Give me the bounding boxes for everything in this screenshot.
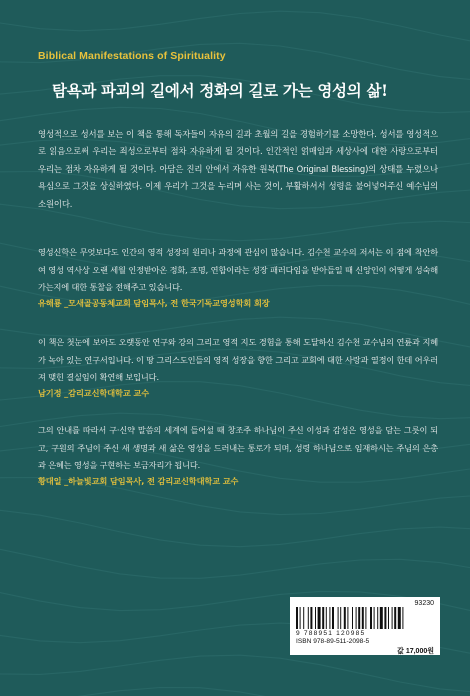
endorsement-text: 이 책은 첫눈에 보아도 오랫동안 연구와 강의 그리고 영적 지도 경험을 통해 도달하신 김수천 교수님의 연륜과 지혜가 녹아 있는 연구서입니다. 이 땅 그리스도인들의 영적 성장을 향한 그리고 교회에 대한 사랑과 열정이 한데 어우러져 맺힌 결실임이 확연해 보입니다. — [38, 337, 438, 383]
isbn-barcode-panel — [290, 597, 440, 655]
endorsement-text: 영성신학은 무엇보다도 인간의 영적 성장의 원리나 과정에 관심이 많습니다. 김수천 교수의 저서는 이 점에 착안하여 영성 역사상 오랜 세월 인정받아온 정화, 조명, 연합이라는 성장 패러다임을 받아들일 때 신앙인이 어떻게 성숙해가는지에 대한 통찰을 전해주고 있습니다. — [38, 247, 438, 293]
endorsement-author: 황대일 _하늘빛교회 담임목사, 전 감리교신학대학교 교수 — [38, 475, 239, 486]
endorsement-author: 유해룡 _모새골공동체교회 담임목사, 전 한국기독교영성학회 회장 — [38, 297, 270, 308]
isbn-number: ISBN 978-89-511-2098-5 — [296, 638, 370, 645]
barcode-addon-number: 93230 — [414, 600, 434, 607]
barcode-digits: 9 788951 120985 — [296, 630, 366, 637]
endorsement-3 — [38, 422, 438, 487]
endorsement-text: 그의 안내를 따라서 구·신약 말씀의 세계에 들어설 때 창조주 하나님이 주신 이성과 감성은 영성을 담는 그릇이 되고, 구원의 주님이 주신 새 생명과 새 삶은 영성을 드러내는 통로가 되며, 성령 하나님으로 임재하시는 주님의 은총과 은혜는 영성을 구현하는 보금자리가 됩니다. — [38, 425, 438, 471]
price-label: 값 17,000원 — [397, 648, 434, 655]
series-subtitle: Biblical Manifestations of Spirituality — [38, 50, 226, 62]
endorsement-2 — [38, 334, 438, 399]
endorsement-1 — [38, 244, 438, 309]
endorsement-author: 남기정 _감리교신학대학교 교수 — [38, 387, 150, 398]
barcode-icon — [296, 607, 434, 629]
headline: 탐욕과 파괴의 길에서 정화의 길로 가는 영성의 삶! — [52, 81, 388, 100]
intro-paragraph: 영성적으로 성서를 보는 이 책을 통해 독자들이 자유의 길과 초월의 길을 경험하기를 소망한다. 성서를 영성적으로 읽음으로써 우리는 죄성으로부터 점차 자유하게 될 것이다. 인간적인 얽매임과 세상사에 대한 사랑으로부터 우리는 점차 자유하게 될 것이다. 아담은 진리 안에서 자유한 원복(The Original Blessing)의 상태를 누렸으나 욕심으로 그것을 상실하였다. 이제 우리가 그것을 누리며 사는 것이, 부활하셔서 성령을 불어넣어주신 예수님의 소원이다. — [38, 129, 438, 209]
